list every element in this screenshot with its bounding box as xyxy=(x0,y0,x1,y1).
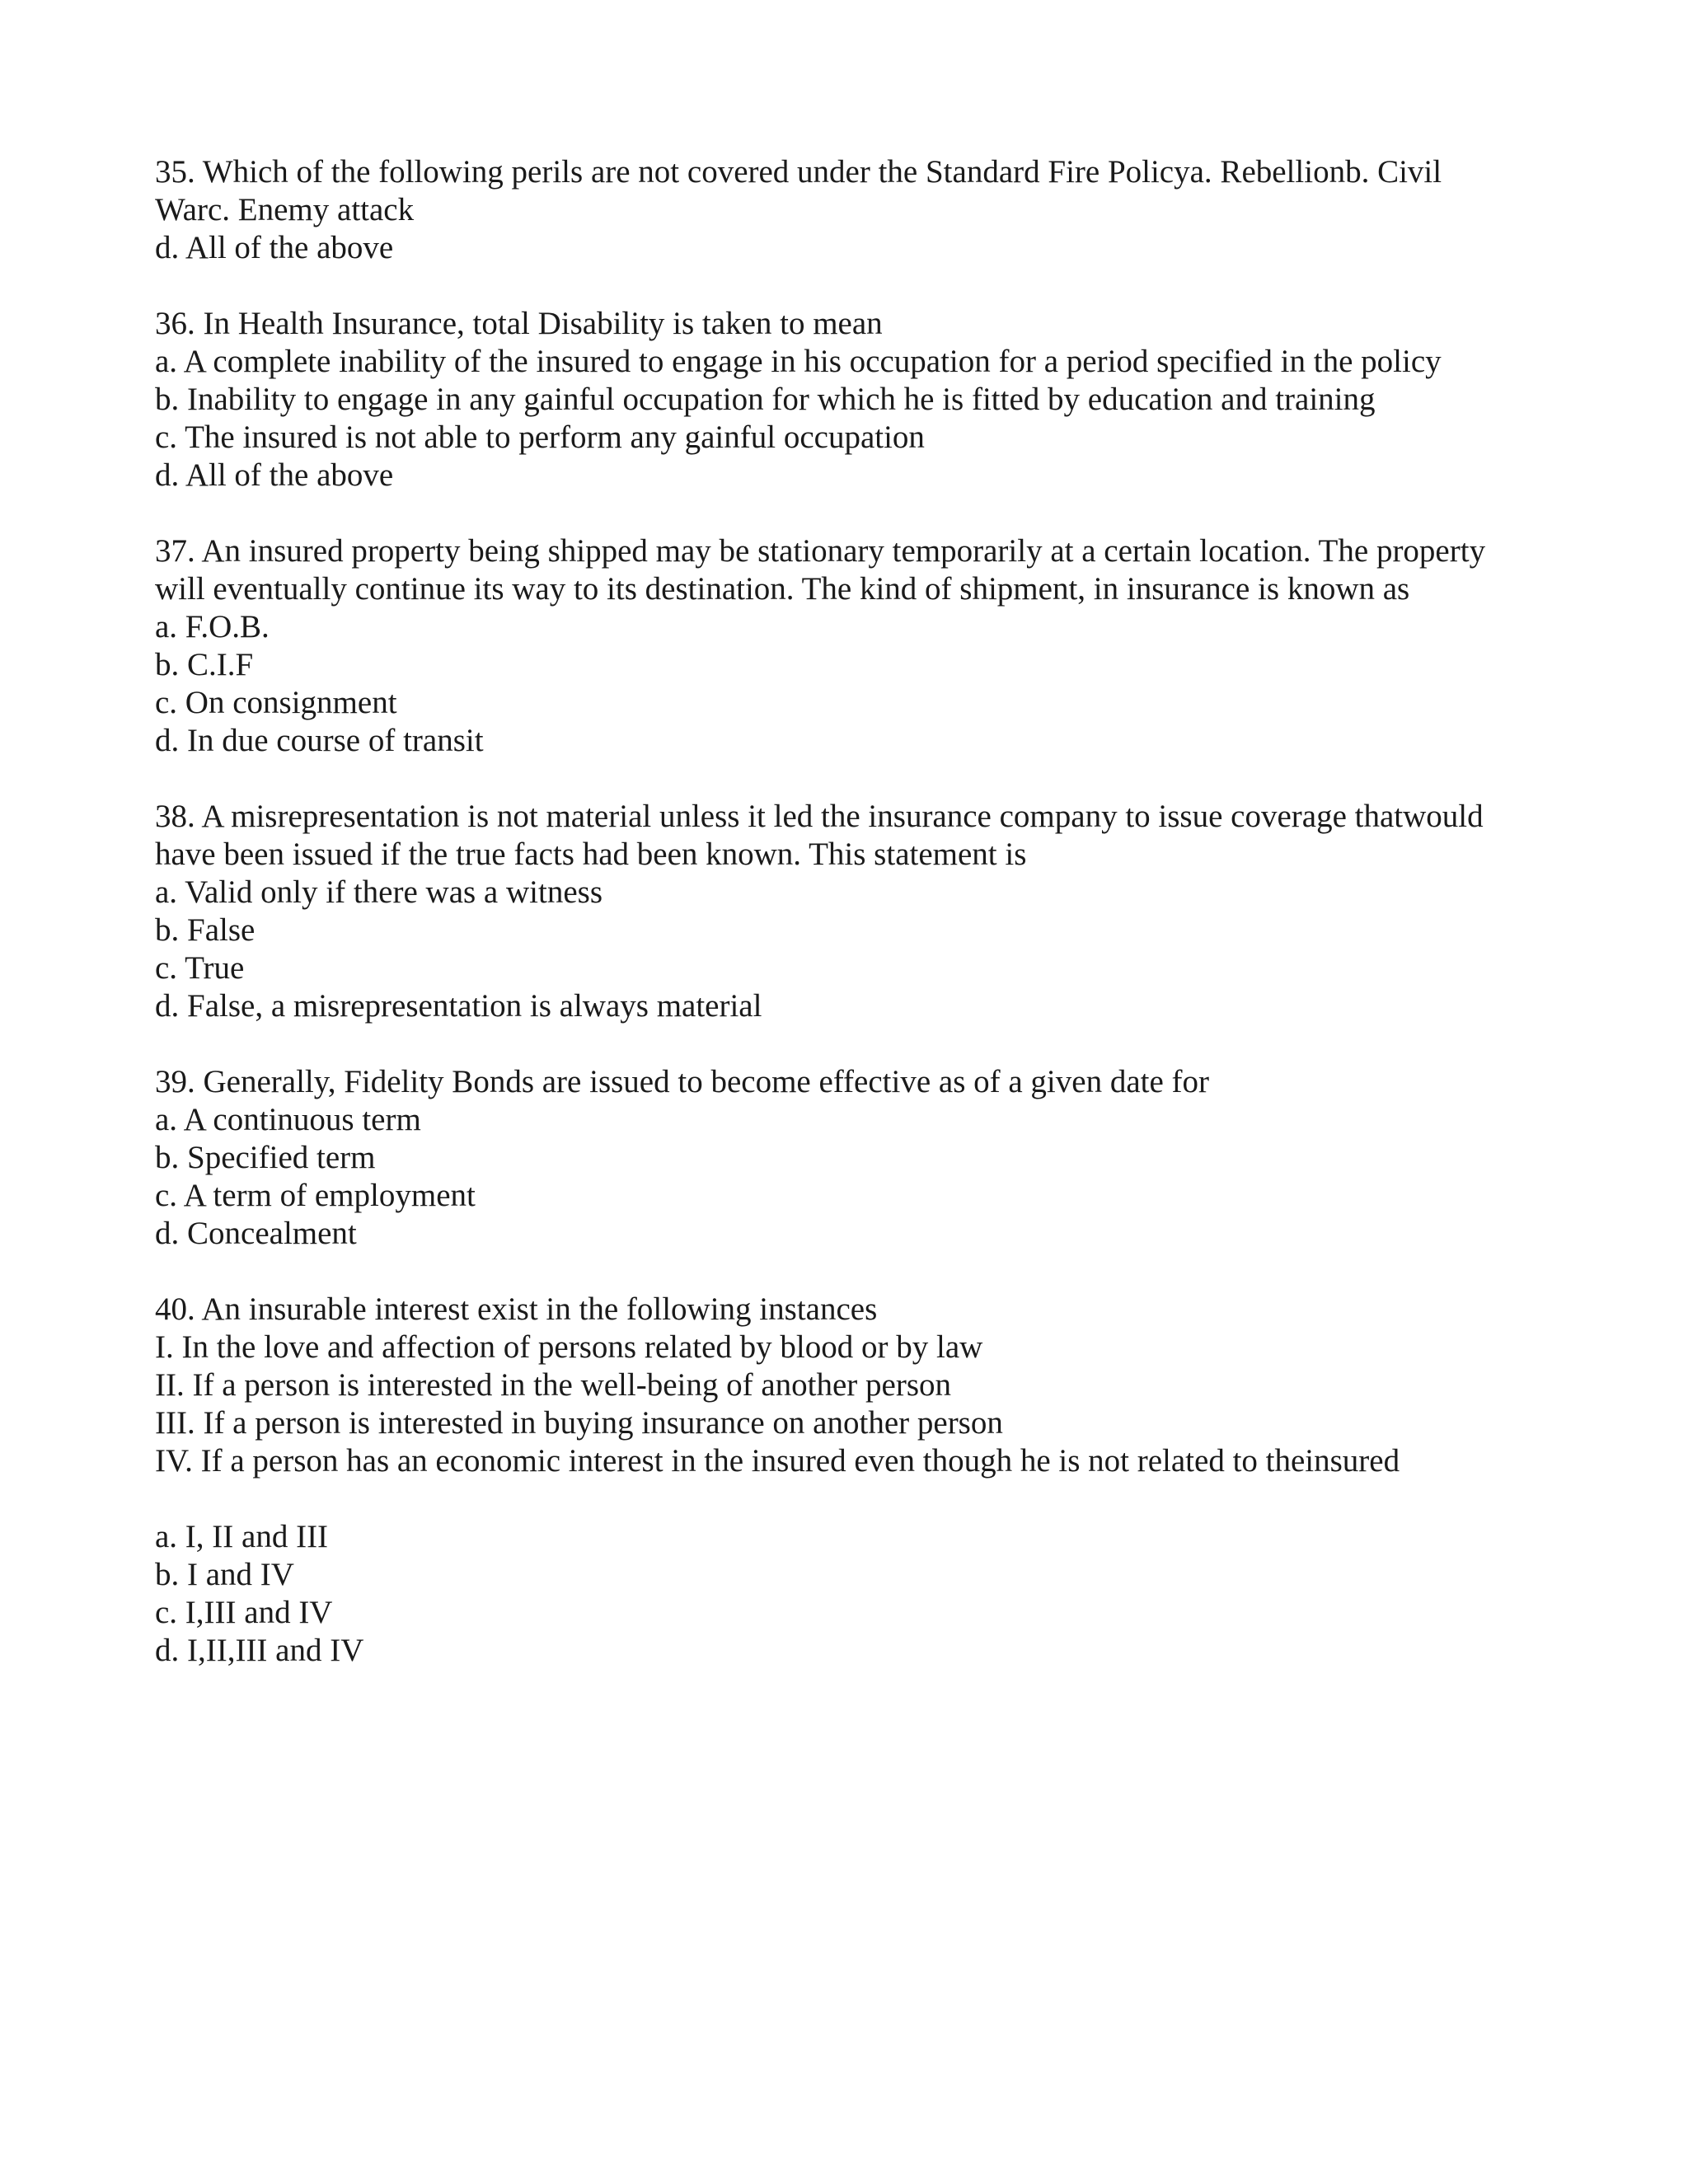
question-37-option-c: c. On consignment xyxy=(155,685,397,720)
question-37-stem: 37. An insured property being shipped may be stationary temporarily at a certain location. The property xyxy=(155,533,1486,569)
question-40-option-c: c. I,III and IV xyxy=(155,1595,333,1630)
question-37-option-d: d. In due course of transit xyxy=(155,723,484,758)
question-38-option-b: b. False xyxy=(155,912,256,948)
question-38-option-d: d. False, a misrepresentation is always material xyxy=(155,988,762,1024)
question-35-stem-continued: Warc. Enemy attack xyxy=(155,192,415,227)
question-38-stem: 38. A misrepresentation is not material unless it led the insurance company to issue coverage thatwould xyxy=(155,799,1484,834)
question-37-option-b: b. C.I.F xyxy=(155,647,254,682)
question-40-statement-ii: II. If a person is interested in the well-being of another person xyxy=(155,1367,952,1403)
question-40-statement-iv: IV. If a person has an economic interest in the insured even though he is not related to theinsured xyxy=(155,1443,1400,1479)
question-36-option-a: a. A complete inability of the insured to engage in his occupation for a period specified in the policy xyxy=(155,344,1442,379)
question-39-option-c: c. A term of employment xyxy=(155,1178,476,1213)
question-37 xyxy=(155,532,1556,760)
question-40-option-b: b. I and IV xyxy=(155,1557,294,1592)
question-40-statement-i: I. In the love and affection of persons related by blood or by law xyxy=(155,1329,983,1365)
question-39-option-b: b. Specified term xyxy=(155,1140,376,1175)
question-37-option-a: a. F.O.B. xyxy=(155,609,270,644)
document-page xyxy=(155,153,1556,1708)
question-35-option-d: d. All of the above xyxy=(155,230,394,265)
question-38-stem-continued: have been issued if the true facts had been known. This statement is xyxy=(155,837,1027,872)
question-38-option-c: c. True xyxy=(155,950,245,986)
question-37-stem-continued: will eventually continue its way to its destination. The kind of shipment, in insurance is known as xyxy=(155,571,1410,607)
question-40-statement-iii: III. If a person is interested in buying insurance on another person xyxy=(155,1405,1003,1441)
question-36-option-b: b. Inability to engage in any gainful occupation for which he is fitted by education and training xyxy=(155,382,1376,417)
question-36-stem: 36. In Health Insurance, total Disability is taken to mean xyxy=(155,306,883,341)
question-35-stem: 35. Which of the following perils are not covered under the Standard Fire Policya. Rebellionb. Civil xyxy=(155,154,1442,190)
question-38 xyxy=(155,798,1556,1025)
question-39-option-a: a. A continuous term xyxy=(155,1102,421,1137)
question-39-stem: 39. Generally, Fidelity Bonds are issued to become effective as of a given date for xyxy=(155,1064,1210,1099)
question-36-option-d: d. All of the above xyxy=(155,457,394,493)
question-40-option-a: a. I, II and III xyxy=(155,1519,329,1554)
question-36-option-c: c. The insured is not able to perform any gainful occupation xyxy=(155,419,925,455)
question-39-option-d: d. Concealment xyxy=(155,1216,357,1251)
question-39 xyxy=(155,1063,1556,1253)
question-40-stem: 40. An insurable interest exist in the following instances xyxy=(155,1291,878,1327)
question-40-option-d: d. I,II,III and IV xyxy=(155,1633,364,1668)
question-38-option-a: a. Valid only if there was a witness xyxy=(155,874,603,910)
question-40-blank-line xyxy=(155,1480,1556,1518)
question-35 xyxy=(155,153,1556,267)
question-36 xyxy=(155,305,1556,494)
question-40 xyxy=(155,1291,1556,1670)
